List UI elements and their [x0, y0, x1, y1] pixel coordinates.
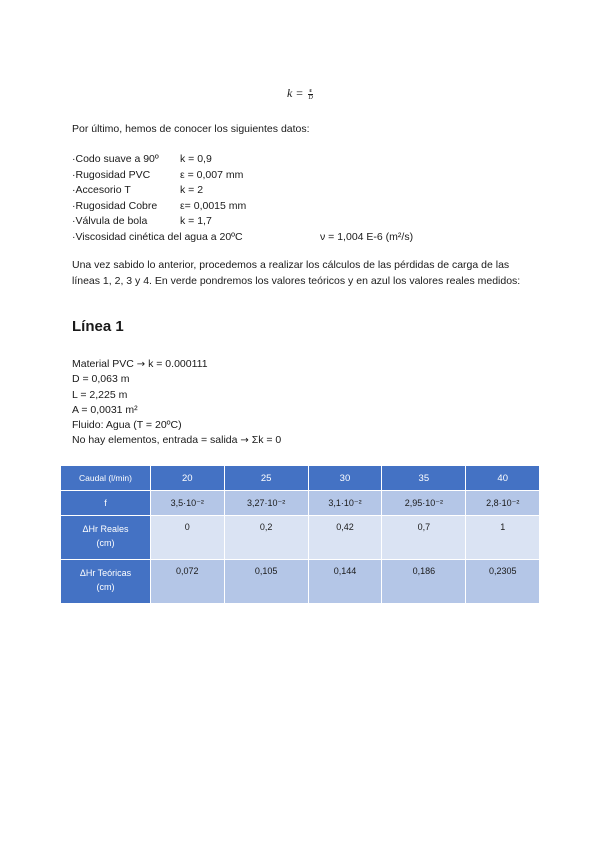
formula-fraction — [308, 88, 313, 101]
property-name: ·Viscosidad cinética del agua a 20ºC — [72, 230, 243, 243]
material-label: Material PVC — [72, 358, 134, 370]
formula-denominator: D — [308, 94, 313, 101]
row-label-unit: (cm) — [96, 582, 115, 592]
row-label — [61, 516, 151, 560]
property-value: k = 0,9 — [180, 153, 212, 165]
calculation-paragraph: Una vez sabido lo anterior, procedemos a realizar los cálculos de las pérdidas de carga de las líneas 1, 2, 3 y 4. En verde pondremos los valores teóricos y en azul los valores reales medidos: — [72, 259, 521, 287]
row-label — [61, 560, 151, 604]
area-line: A = 0,0031 m² — [72, 403, 138, 416]
elements-sum: Σk = 0 — [251, 434, 282, 447]
table-cell: 0,2 — [224, 516, 308, 560]
table-cell: 20 — [151, 466, 225, 491]
property-name: ·Válvula de bola — [72, 215, 148, 227]
table-row — [61, 516, 540, 560]
table-row — [61, 560, 540, 604]
table-cell: 3,27·10⁻² — [224, 491, 308, 516]
elements-line — [72, 433, 281, 448]
header-label: Caudal (l/min) — [61, 466, 151, 491]
table-cell: 3,1·10⁻² — [308, 491, 382, 516]
table-cell: 0,105 — [224, 560, 308, 604]
table-cell: 35 — [382, 466, 466, 491]
row-label: f — [61, 491, 151, 516]
table-row — [61, 466, 540, 491]
elements-label: No hay elementos, entrada = salida — [72, 434, 238, 447]
row-label-line: ΔHr Teóricas — [79, 568, 132, 578]
section-title: Línea 1 — [72, 318, 124, 335]
table-cell: 25 — [224, 466, 308, 491]
property-value: ε = 0,007 mm — [180, 168, 244, 181]
table-cell: 2,8·10⁻² — [466, 491, 540, 516]
formula-eq: = — [295, 86, 304, 100]
length-line: L = 2,225 m — [72, 388, 128, 401]
property-name: ·Rugosidad PVC — [72, 168, 151, 181]
table-cell: 30 — [308, 466, 382, 491]
arrow-icon: → — [240, 435, 249, 447]
property-name: ·Rugosidad Cobre — [72, 199, 158, 212]
arrow-icon: → — [136, 359, 146, 370]
table-cell: 2,95·10⁻² — [382, 491, 466, 516]
diameter-line: D = 0,063 m — [72, 373, 130, 386]
table-cell: 0,42 — [308, 516, 382, 560]
results-table — [60, 465, 540, 604]
table-cell: 3,5·10⁻² — [151, 491, 225, 516]
table-cell: 0,144 — [308, 560, 382, 604]
property-value: k = 2 — [180, 184, 204, 196]
fluid-line: Fluido: Agua (T = 20ºC) — [72, 419, 182, 432]
linea1-data — [72, 357, 281, 449]
table-cell: 0 — [151, 516, 225, 560]
property-name: ·Codo suave a 90º — [72, 153, 159, 165]
formula-numerator: ε — [309, 87, 312, 94]
property-value: ν = 1,004 E-6 (m²/s) — [320, 230, 414, 243]
material-k: k = 0.000111 — [148, 358, 208, 370]
property-value: k = 1,7 — [180, 215, 212, 227]
table-row — [61, 491, 540, 516]
roughness-formula — [0, 86, 600, 101]
table-cell: 0,2305 — [466, 560, 540, 604]
intro-text: Por último, hemos de conocer los siguientes datos: — [72, 123, 310, 135]
table-cell: 0,7 — [382, 516, 466, 560]
row-label-unit: (cm) — [96, 538, 115, 548]
property-value: ε= 0,0015 mm — [180, 199, 247, 212]
row-label-line: ΔHr Reales — [82, 524, 129, 534]
property-name: ·Accesorio T — [72, 184, 131, 196]
table-cell: 1 — [466, 516, 540, 560]
table-cell: 40 — [466, 466, 540, 491]
table-cell: 0,186 — [382, 560, 466, 604]
formula-lhs: k — [286, 86, 293, 100]
material-line — [72, 357, 281, 372]
table-cell: 0,072 — [151, 560, 225, 604]
